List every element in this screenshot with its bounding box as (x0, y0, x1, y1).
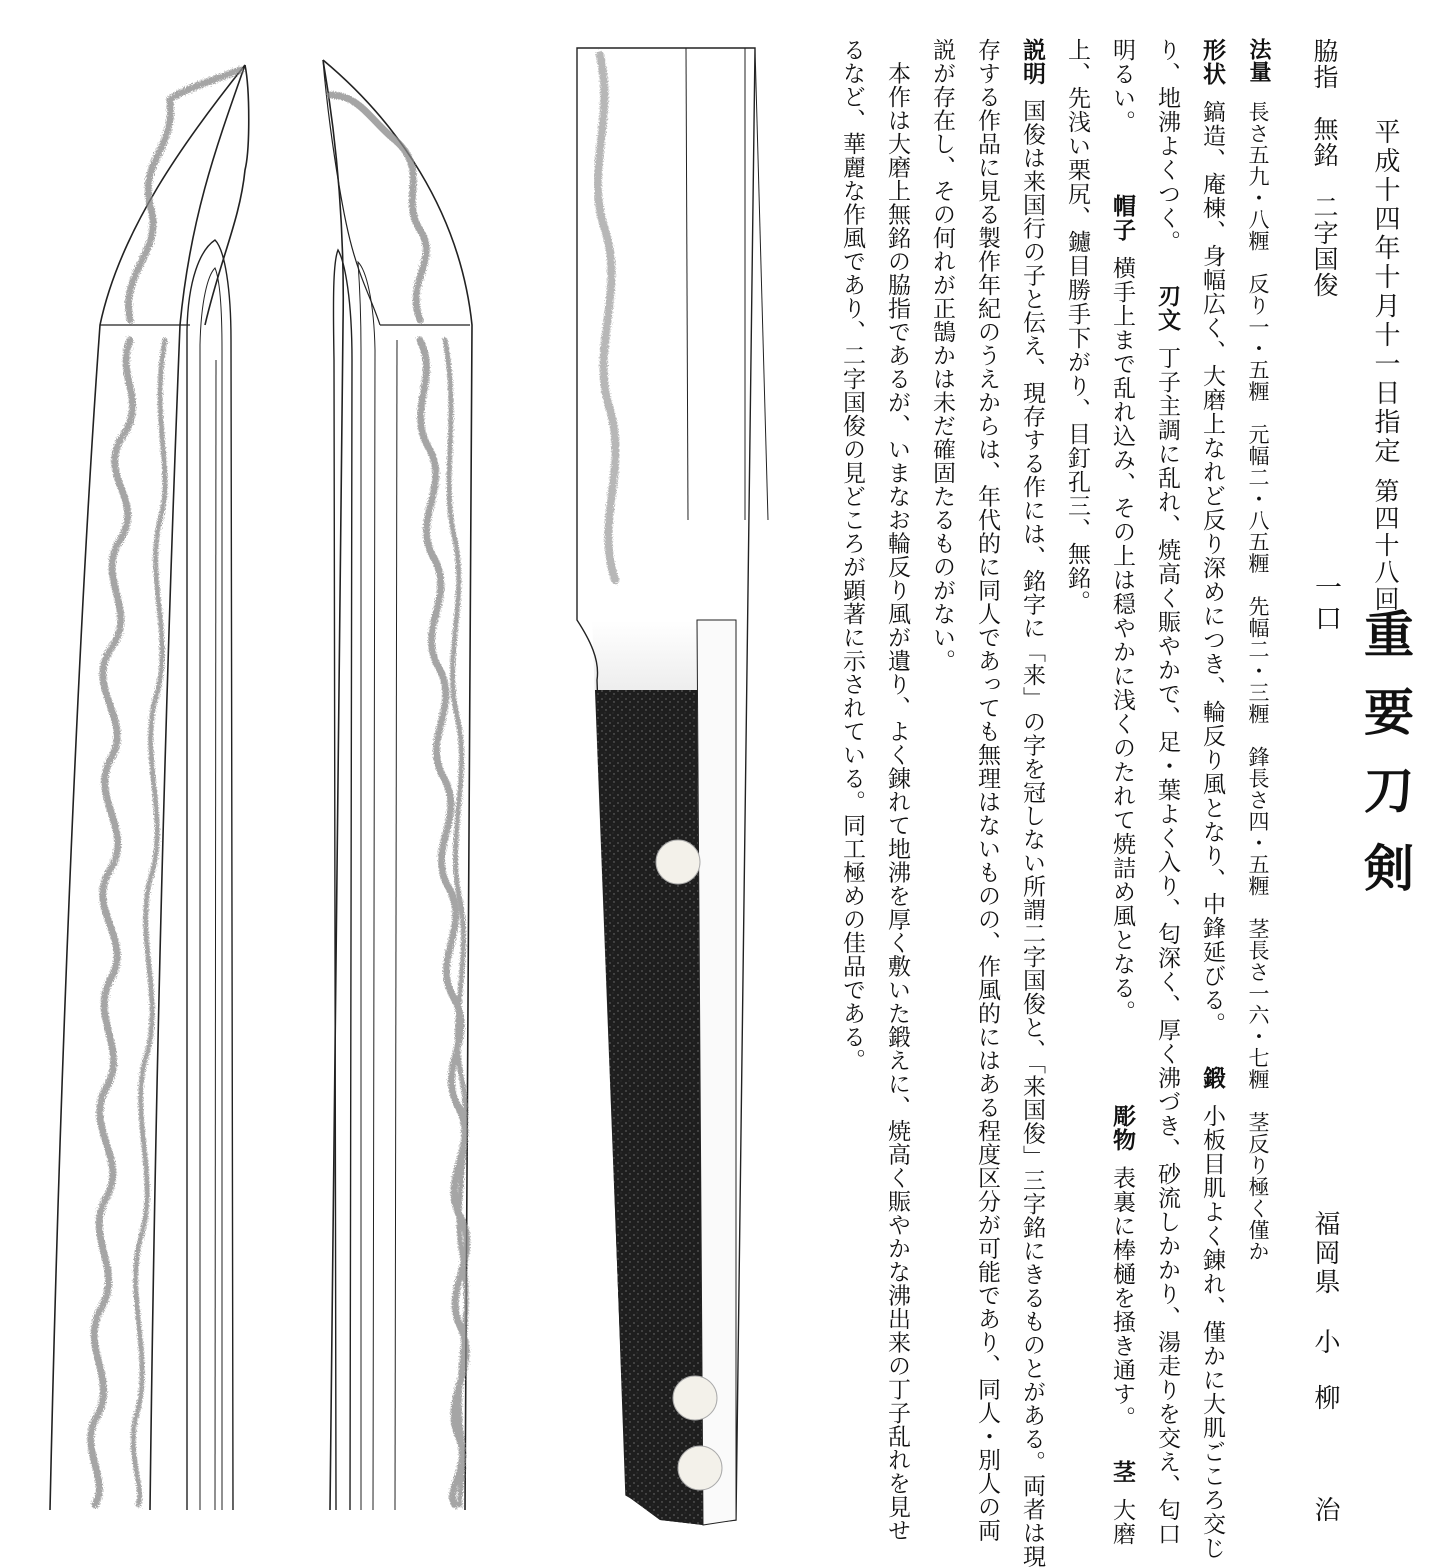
hamon-omote (91, 70, 240, 1505)
item-title: 脇指 無銘 二字国俊 (1310, 38, 1339, 298)
boshi-label: 帽子 (1109, 194, 1135, 242)
shape-label: 形状 (1199, 38, 1225, 86)
nakago-hamon (598, 55, 616, 580)
hamon-continuation: 明るい。 (1109, 38, 1135, 134)
shape-text: 鎬造、庵棟、身幅広く、大磨上なれど反り深めにつき、輪反り風となり、中鋒延びる。 (1199, 100, 1225, 1036)
horimono-label: 彫物 (1109, 1104, 1135, 1152)
boshi-text: 横手上まで乱れ込み、その上は穏やかに浅くのたれて焼詰め風となる。 (1109, 256, 1135, 1024)
boshi-column (1110, 38, 1133, 1546)
explanation-line-3: 説が存在し、その何れが正鵠かは未だ確固たるものがない。 (929, 38, 955, 673)
shape-column (1200, 38, 1223, 1560)
explanation-line-4: 本作は大磨上無銘の脇指であるが、いまなお輪反り風が遺り、よく錬れて地沸を厚く敷いた鍛えに、焼高く賑やかな沸出来の丁子乱れを見せ (884, 38, 910, 1542)
nakago-label: 茎 (1109, 1460, 1135, 1484)
forge-continuation: り、地沸よくつく。 (1154, 38, 1180, 254)
explanation-column-1 (1020, 38, 1043, 1568)
hamon-column (1155, 38, 1178, 1546)
mekugi-hole-2 (673, 1376, 717, 1420)
forge-text: 小板目肌よく錬れ、僅かに大肌ごころ交じ (1199, 1104, 1225, 1560)
hamon-label: 刃文 (1154, 284, 1180, 332)
explanation-line-1: 国俊は来国行の子と伝え、現存する作には、銘字に「来」の字を冠しない所謂二字国俊と、「来国俊」三字銘にきるものとがある。両者は現 (1019, 99, 1045, 1568)
blade-nakago-view (577, 48, 768, 1525)
item-count: 一口 (1310, 573, 1341, 635)
owner-name: 小柳 治 (1310, 1328, 1340, 1552)
dimensions-text: 長さ五九・八糎 反り一・五糎 元幅二・八五糎 先幅二・三糎 鋒長さ四・五糎 茎長さ一六・七糎 茎反り極く僅か (1246, 101, 1270, 1262)
session-number: 第四十八回 (1371, 478, 1400, 613)
dimensions-column (1247, 38, 1269, 1262)
mekugi-hole-1 (656, 840, 700, 884)
horimono-text: 表裏に棒樋を掻き通す。 (1109, 1166, 1135, 1430)
dimensions-label: 法量 (1246, 38, 1271, 83)
mekugi-hole-3 (678, 1446, 722, 1490)
nakago-text: 大磨 (1109, 1498, 1135, 1546)
hamon-text: 丁子主調に乱れ、焼高く賑やかで、足・葉よく入り、匂深く、厚く沸づき、砂流しかかり、湯走りを交え、匂口 (1154, 346, 1180, 1546)
explanation-line-2: 存する作品に見る製作年紀のうえからは、年代的に同人であっても無理はないものの、作風的にはある程度区分が可能であり、同人・別人の両 (974, 38, 1000, 1542)
blade-omote-view (50, 65, 249, 1510)
explanation-label: 説明 (1019, 38, 1045, 85)
forge-label: 鍛 (1199, 1066, 1225, 1090)
owner-prefecture: 福岡県 (1310, 1210, 1340, 1297)
designation-date: 平成十四年十月十一日指定 (1370, 118, 1400, 466)
explanation-line-5: るなど、華麗な作風であり、二字国俊の見どころが顕著に示されている。同工極めの佳品である。 (839, 38, 865, 1072)
nakago-continuation: 上、先浅い栗尻、鑢目勝手下がり、目釘孔三、無銘。 (1064, 38, 1090, 614)
category-title: 重要刀剣 (1356, 608, 1415, 920)
